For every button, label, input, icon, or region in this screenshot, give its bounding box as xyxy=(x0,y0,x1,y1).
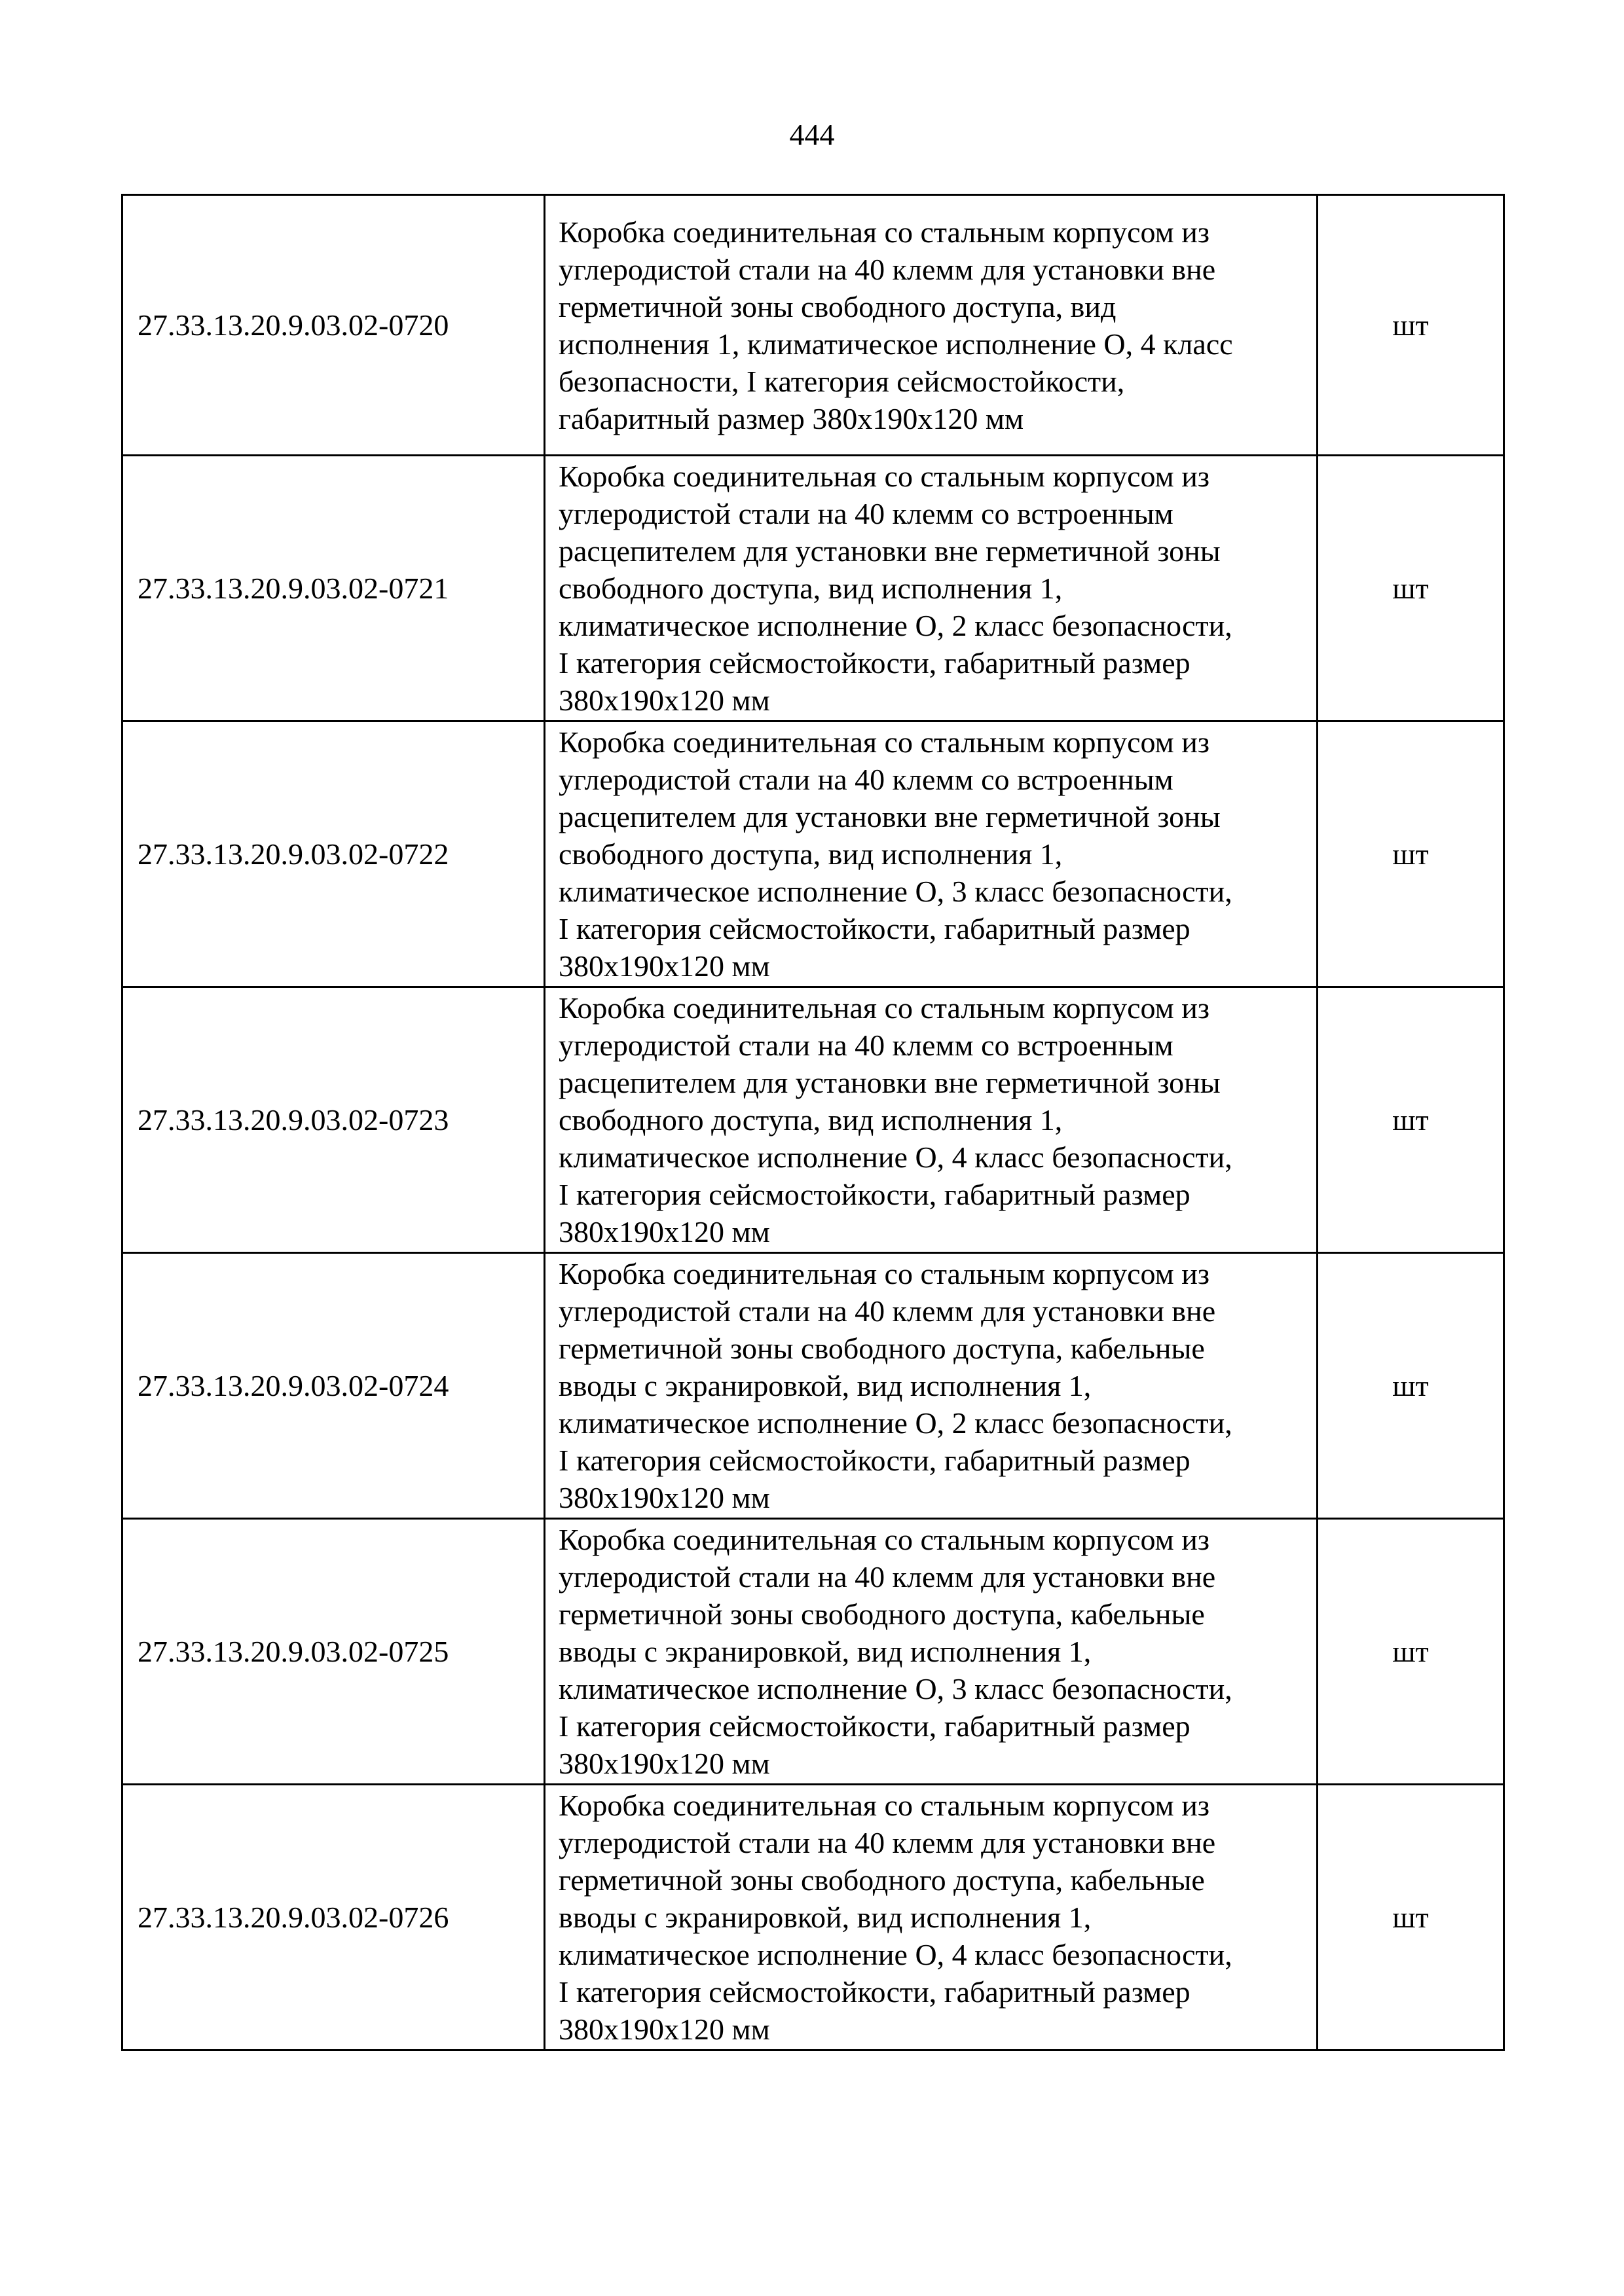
item-description-line: I категория сейсмостойкости, габаритный размер xyxy=(559,1975,1190,2009)
item-description-line: I категория сейсмостойкости, габаритный размер xyxy=(559,912,1190,945)
item-description-line: вводы с экранировкой, вид исполнения 1, xyxy=(559,1901,1092,1934)
item-description xyxy=(545,1785,1318,2050)
item-description-line: 380x190x120 мм xyxy=(559,949,770,983)
item-description-line: 380x190x120 мм xyxy=(559,1481,770,1514)
item-description-line: климатическое исполнение О, 4 класс безопасности, xyxy=(559,1938,1232,1971)
item-description-line: климатическое исполнение О, 2 класс безопасности, xyxy=(559,609,1232,642)
item-description-line: вводы с экранировкой, вид исполнения 1, xyxy=(559,1635,1092,1668)
item-unit: шт xyxy=(1318,987,1504,1253)
table-row xyxy=(122,1519,1504,1785)
table-row xyxy=(122,987,1504,1253)
item-description-line: I категория сейсмостойкости, габаритный размер xyxy=(559,1709,1190,1743)
table-row xyxy=(122,195,1504,456)
item-description-line: герметичной зоны свободного доступа, кабельные xyxy=(559,1863,1205,1897)
item-description-line: климатическое исполнение О, 3 класс безопасности, xyxy=(559,1672,1232,1705)
table-row xyxy=(122,456,1504,721)
item-description-line: Коробка соединительная со стальным корпусом из xyxy=(559,215,1210,249)
item-description-line: безопасности, I категория сейсмостойкости, xyxy=(559,364,1125,398)
item-description xyxy=(545,1519,1318,1785)
item-unit: шт xyxy=(1318,1785,1504,2050)
item-description xyxy=(545,1253,1318,1519)
page-number: 444 xyxy=(789,118,835,151)
item-unit: шт xyxy=(1318,1519,1504,1785)
item-description-line: расцепителем для установки вне герметичной зоны xyxy=(559,800,1221,833)
item-unit: шт xyxy=(1318,721,1504,987)
item-code: 27.33.13.20.9.03.02-0723 xyxy=(122,987,545,1253)
items-table xyxy=(121,194,1505,2051)
item-description-line: свободного доступа, вид исполнения 1, xyxy=(559,837,1063,871)
item-description xyxy=(545,456,1318,721)
item-code: 27.33.13.20.9.03.02-0724 xyxy=(122,1253,545,1519)
item-description-line: герметичной зоны свободного доступа, кабельные xyxy=(559,1332,1205,1365)
item-unit: шт xyxy=(1318,456,1504,721)
item-description-line: свободного доступа, вид исполнения 1, xyxy=(559,572,1063,605)
item-description-line: углеродистой стали на 40 клемм со встроенным xyxy=(559,1029,1173,1062)
item-description-line: углеродистой стали на 40 клемм со встроенным xyxy=(559,497,1173,530)
item-code: 27.33.13.20.9.03.02-0720 xyxy=(122,195,545,456)
item-unit: шт xyxy=(1318,1253,1504,1519)
table-row xyxy=(122,1253,1504,1519)
item-description-line: углеродистой стали на 40 клемм для установки вне xyxy=(559,1294,1216,1328)
item-code: 27.33.13.20.9.03.02-0721 xyxy=(122,456,545,721)
item-description-line: 380x190x120 мм xyxy=(559,1747,770,1780)
item-description-line: 380x190x120 мм xyxy=(559,683,770,717)
item-description-line: исполнения 1, климатическое исполнение О, 4 класс xyxy=(559,327,1233,361)
item-description-line: Коробка соединительная со стальным корпусом из xyxy=(559,1789,1210,1822)
item-description-line: климатическое исполнение О, 2 класс безопасности, xyxy=(559,1406,1232,1440)
item-description-line: габаритный размер 380x190x120 мм xyxy=(559,401,1024,435)
item-description xyxy=(545,195,1318,456)
item-description-line: 380x190x120 мм xyxy=(559,1215,770,1248)
item-description-line: вводы с экранировкой, вид исполнения 1, xyxy=(559,1369,1092,1402)
item-unit: шт xyxy=(1318,195,1504,456)
item-description-line: Коробка соединительная со стальным корпусом из xyxy=(559,725,1210,759)
item-description-line: углеродистой стали на 40 клемм для установки вне xyxy=(559,1826,1216,1859)
item-description-line: Коробка соединительная со стальным корпусом из xyxy=(559,460,1210,493)
item-description-line: углеродистой стали на 40 клемм для установки вне xyxy=(559,1560,1216,1594)
item-description-line: I категория сейсмостойкости, габаритный размер xyxy=(559,646,1190,680)
item-description-line: расцепителем для установки вне герметичной зоны xyxy=(559,1066,1221,1099)
item-description-line: Коробка соединительная со стальным корпусом из xyxy=(559,1257,1210,1290)
item-description-line: свободного доступа, вид исполнения 1, xyxy=(559,1103,1063,1137)
table-row xyxy=(122,1785,1504,2050)
item-description-line: герметичной зоны свободного доступа, кабельные xyxy=(559,1597,1205,1631)
item-description-line: климатическое исполнение О, 3 класс безопасности, xyxy=(559,875,1232,908)
table-row xyxy=(122,721,1504,987)
item-description-line: расцепителем для установки вне герметичной зоны xyxy=(559,534,1221,568)
item-description-line: 380x190x120 мм xyxy=(559,2013,770,2046)
item-code: 27.33.13.20.9.03.02-0722 xyxy=(122,721,545,987)
item-description-line: углеродистой стали на 40 клемм со встроенным xyxy=(559,763,1173,796)
item-description-line: Коробка соединительная со стальным корпусом из xyxy=(559,1523,1210,1556)
item-description-line: климатическое исполнение О, 4 класс безопасности, xyxy=(559,1140,1232,1174)
items-table-body xyxy=(122,195,1504,2050)
item-description xyxy=(545,987,1318,1253)
item-description-line: герметичной зоны свободного доступа, вид xyxy=(559,289,1116,323)
item-description-line: Коробка соединительная со стальным корпусом из xyxy=(559,991,1210,1025)
item-description xyxy=(545,721,1318,987)
item-code: 27.33.13.20.9.03.02-0726 xyxy=(122,1785,545,2050)
item-description-line: I категория сейсмостойкости, габаритный размер xyxy=(559,1178,1190,1211)
item-code: 27.33.13.20.9.03.02-0725 xyxy=(122,1519,545,1785)
item-description-line: углеродистой стали на 40 клемм для установки вне xyxy=(559,252,1216,286)
item-description-line: I категория сейсмостойкости, габаритный размер xyxy=(559,1444,1190,1477)
